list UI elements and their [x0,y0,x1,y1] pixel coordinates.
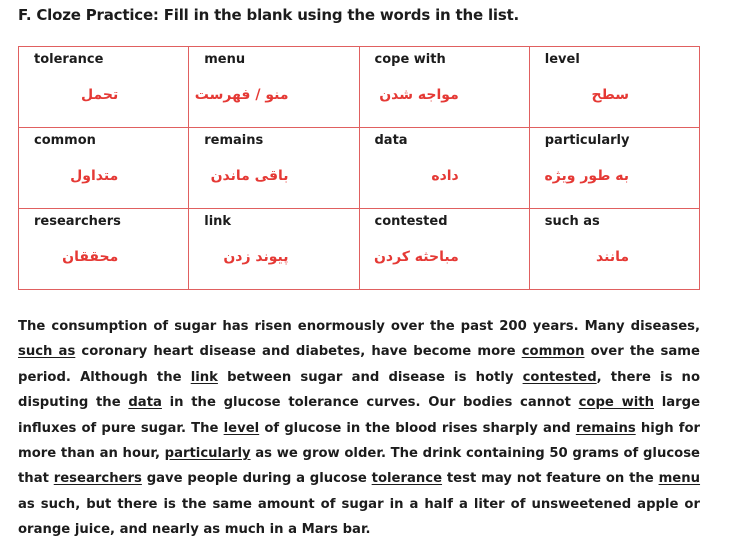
persian-translation: منو / فهرست [194,87,289,103]
vocab-cell [189,47,359,128]
exercise-title: F. Cloze Practice: Fill in the blank using the words in the list. [18,6,520,24]
passage-text: as we grow older. The drink containing 50 grams of glucose that [18,446,700,487]
vocab-cell [529,47,699,128]
persian-translation: مواجه شدن [379,87,459,103]
english-word: cope with [374,52,446,67]
vocab-cell [359,47,529,128]
persian-translation: مانند [596,249,629,265]
passage-text: , there is no disputing the [18,369,701,411]
english-word: common [34,133,96,148]
passage-text: between sugar and disease is hotly [227,369,514,385]
vocab-cell [529,209,699,290]
passage-text: coronary heart disease and diabetes, have become more [81,344,516,360]
filled-blank: common [521,344,585,360]
english-word: researchers [34,214,121,229]
vocab-cell [529,128,699,209]
table-row [19,47,700,128]
filled-blank: particularly [164,446,251,462]
english-word: menu [204,52,246,67]
persian-translation: متداول [70,168,119,184]
english-word: level [544,52,580,67]
passage-text: over the same period. Although the [18,344,700,385]
table-row [19,209,700,290]
table-row [19,128,700,209]
persian-translation: سطح [591,87,629,103]
persian-translation: داده [431,168,459,184]
vocab-cell [359,128,529,209]
passage-text: test may not feature on the [446,471,654,487]
vocab-cell [359,209,529,290]
english-word: such as [544,214,600,229]
persian-translation: پیوند زدن [223,249,289,265]
passage-text: high for more than an hour, [18,420,701,462]
english-word: contested [374,214,448,229]
filled-blank: contested [522,369,597,385]
passage-text: as such, but there is the same amount of sugar in a half a liter of unsweetened apple or orange juice, and nearly as much in a Mars bar. [18,496,700,538]
passage-text: in the glucose tolerance curves. Our bodies cannot [169,395,571,411]
vocab-cell [189,209,359,290]
passage-text: of glucose in the blood rises sharply and [264,420,571,436]
filled-blank: cope with [578,395,654,411]
passage-text: The consumption of sugar has risen enormously over the past 200 years. Many diseases, [18,319,700,334]
filled-blank: menu [658,471,701,487]
persian-translation: به طور ویژه [544,168,629,184]
cloze-passage [18,314,700,543]
persian-translation: مباحثه کردن [373,249,459,265]
vocab-cell [19,128,189,209]
filled-blank: tolerance [371,471,443,487]
vocab-cell [189,128,359,209]
filled-blank: remains [575,420,636,436]
vocab-cell [19,47,189,128]
english-word: remains [204,133,264,148]
persian-translation: باقی ماندن [210,168,289,184]
english-word: data [374,133,408,148]
filled-blank: link [190,369,218,385]
persian-translation: محققان [62,249,119,265]
filled-blank: data [128,395,162,411]
vocab-cell [19,209,189,290]
passage-text: large influxes of pure sugar. The [18,395,701,436]
filled-blank: level [223,420,260,436]
english-word: tolerance [34,52,104,67]
vocabulary-table [18,46,700,290]
persian-translation: تحمل [81,87,119,103]
passage-text: gave people during a glucose [146,471,367,487]
english-word: particularly [544,133,630,148]
filled-blank: researchers [53,471,142,487]
filled-blank: such as [18,344,76,360]
english-word: link [204,214,232,229]
